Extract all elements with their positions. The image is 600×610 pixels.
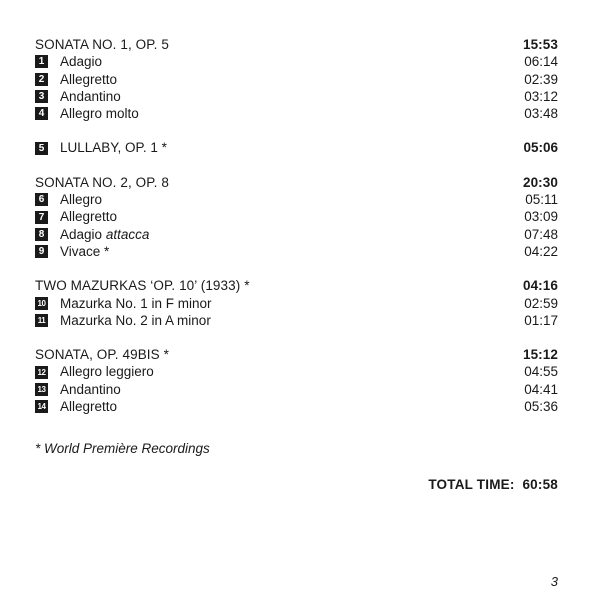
work-duration: 15:53 [522,37,558,52]
track-row [35,71,558,88]
track-row [35,53,558,70]
track-title: Andantino [60,381,121,397]
work-sonata-no-2 [35,174,558,260]
track-number: 4 [35,107,48,120]
track-row [35,226,558,243]
track-row [35,208,558,225]
track-number: 12 [35,366,48,379]
track-duration: 04:22 [524,243,558,259]
track-duration: 06:14 [524,54,558,70]
track-number: 1 [35,55,48,68]
work-title: SONATA NO. 1, OP. 5 [35,37,169,52]
total-time [428,477,558,492]
work-duration: 20:30 [522,174,558,190]
track-number: 5 [35,142,48,155]
track-title-italic: attacca [105,226,150,242]
track-number: 7 [35,211,48,224]
page-number: 3 [550,574,558,589]
track-duration: 02:39 [524,71,558,87]
track-row [35,191,558,208]
total-time-label: TOTAL TIME: [428,477,515,492]
work-heading [35,174,558,191]
track-number: 9 [35,245,48,258]
track-title: Allegro molto [60,106,139,122]
track-title: Adagio [60,54,103,70]
track-duration: 02:59 [524,295,558,311]
track-duration: 07:48 [524,226,558,242]
track-row [35,398,558,415]
total-time-value: 60:58 [522,477,558,492]
track-number: 10 [35,297,48,310]
work-sonata-op-49bis [35,346,558,415]
track-title: Andantino [60,88,121,104]
work-heading [35,36,558,53]
work-lullaby [35,139,558,156]
track-title: Allegretto [60,399,118,415]
track-row [35,381,558,398]
track-row [35,88,558,105]
track-number: 2 [35,73,48,86]
track-title: Vivace * [60,243,110,259]
track-number: 11 [35,314,48,327]
footnote: * World Première Recordings [35,441,210,456]
track-duration: 03:48 [524,106,558,122]
track-duration: 03:09 [524,209,558,225]
track-listing [35,36,558,432]
work-title: SONATA, OP. 49BIS * [35,347,169,363]
work-duration: 04:16 [522,278,558,294]
track-duration: 04:41 [524,381,558,397]
work-title: LULLABY, OP. 1 * [60,140,167,156]
track-number: 6 [35,193,48,206]
track-number: 3 [35,90,48,103]
work-heading [35,346,558,363]
track-row [35,105,558,122]
work-title: SONATA NO. 2, OP. 8 [35,174,169,190]
track-duration: 05:36 [524,399,558,415]
track-row [35,295,558,312]
track-title: Allegretto [60,71,118,87]
track-title: Mazurka No. 2 in A minor [60,312,211,328]
track-row [35,139,558,156]
track-number: 13 [35,383,48,396]
track-number: 8 [35,228,48,241]
track-title: Allegro [60,192,103,208]
work-duration: 05:06 [523,140,558,156]
work-sonata-no-1 [35,36,558,122]
track-title: Mazurka No. 1 in F minor [60,295,212,311]
track-title: Allegretto [60,209,118,225]
track-duration: 05:11 [525,192,558,208]
track-row [35,363,558,380]
track-number: 14 [35,400,48,413]
track-duration: 04:55 [524,364,558,380]
track-duration: 01:17 [524,312,558,328]
track-title: Allegro leggiero [60,364,154,380]
work-heading [35,277,558,294]
work-duration: 15:12 [522,347,558,363]
work-title: TWO MAZURKAS ‘OP. 10’ (1933) * [35,278,250,294]
work-two-mazurkas [35,277,558,329]
track-duration: 03:12 [524,88,558,104]
track-title: Adagio [60,226,103,242]
track-row [35,243,558,260]
track-row [35,312,558,329]
